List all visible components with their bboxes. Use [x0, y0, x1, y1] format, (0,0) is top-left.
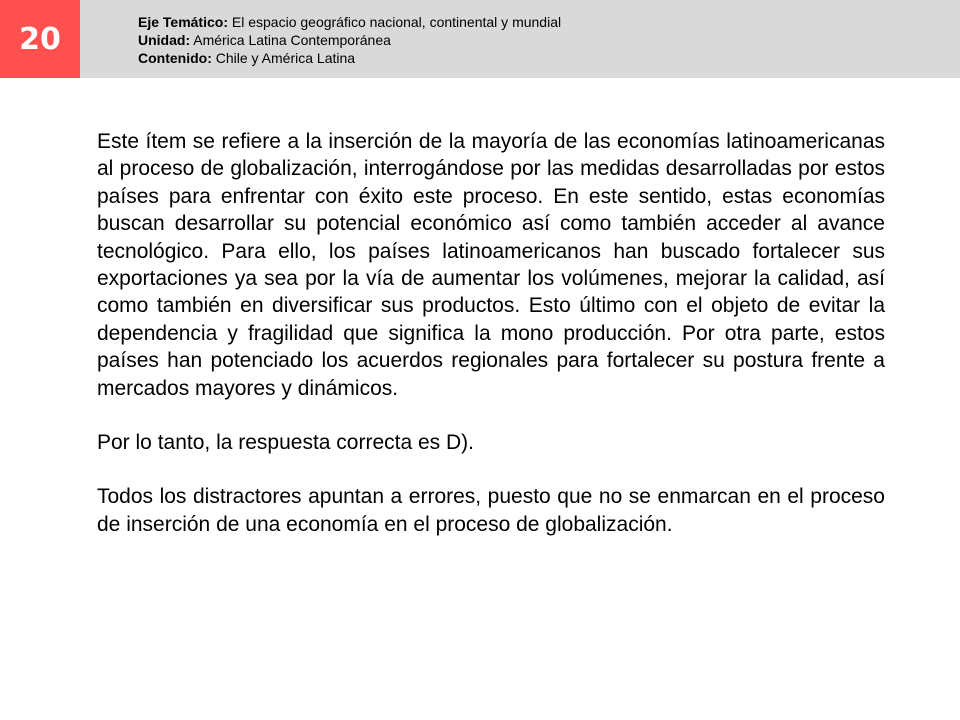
explanation-paragraph: Este ítem se refiere a la inserción de la mayoría de las economías latinoamericanas al proceso de globalización, interrogándose por las medidas desarrolladas por estos países para enfrentar con éxito este proceso. En este sentido, estas economías buscan desarrollar su potencial económico así como también acceder al avance tecnológico. Para ello, los países latinoamericanos han buscado fortalecer sus exportaciones ya sea por la vía de aumentar los volúmenes, mejorar la calidad, así como también en diversificar sus productos. Esto último con el objeto de evitar la dependencia y fragilidad que significa la mono producción. Por otra parte, estos países han potenciado los acuerdos regionales para fortalecer su postura frente a mercados mayores y dinámicos.	[97, 130, 885, 400]
explanation-body	[97, 128, 885, 538]
unidad-row	[138, 31, 561, 49]
header-metadata	[138, 13, 561, 67]
unidad-value: América Latina Contemporánea	[193, 32, 391, 48]
eje-tematico-label: Eje Temático:	[138, 14, 228, 30]
unidad-label: Unidad:	[138, 32, 191, 48]
eje-tematico-row	[138, 13, 561, 31]
contenido-row	[138, 49, 561, 67]
question-number-badge: 20	[0, 0, 80, 78]
answer-statement: Por lo tanto, la respuesta correcta es D).	[97, 431, 475, 455]
contenido-label: Contenido:	[138, 50, 212, 66]
header-bar	[0, 0, 960, 78]
contenido-value: Chile y América Latina	[215, 50, 356, 66]
distractors-paragraph: Todos los distractores apuntan a errores, puesto que no se enmarcan en el proceso de inserción de una economía en el proceso de globalización.	[97, 485, 885, 536]
eje-tematico-value: El espacio geográfico nacional, continental y mundial	[231, 14, 562, 30]
